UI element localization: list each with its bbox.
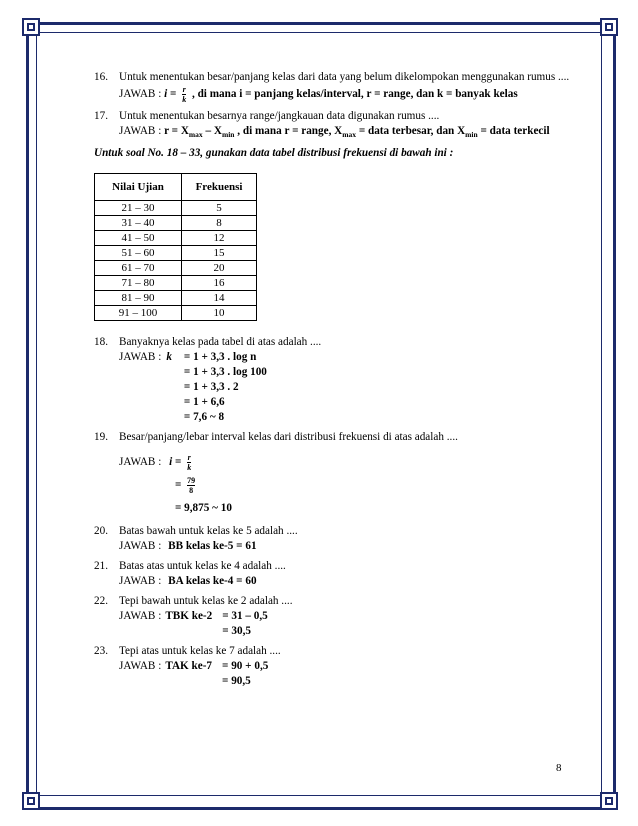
calc-line: = 1 + 3,3 . log n — [183, 351, 257, 364]
question-text: Besar/panjang/lebar interval kelas dari distribusi frekuensi di atas adalah .... — [119, 431, 458, 444]
page-number: 8 — [556, 762, 562, 774]
table-header: Frekuensi — [182, 174, 257, 201]
question-number: 16. — [94, 71, 108, 83]
calc-line: = 1 + 3,3 . 2 — [183, 381, 239, 394]
question-number: 21. — [94, 560, 108, 573]
calc-line: = 7,6 ~ 8 — [183, 411, 225, 424]
table-row: 61 – 70 20 — [95, 261, 257, 276]
corner-ornament-top-left — [22, 18, 40, 36]
question-22 — [94, 594, 570, 639]
table-row: 81 – 90 14 — [95, 291, 257, 306]
question-number: 22. — [94, 595, 108, 608]
question-number: 17. — [94, 110, 108, 122]
table-row: 41 – 50 12 — [95, 231, 257, 246]
fraction: $\frac{79}{8}$ — [187, 476, 196, 496]
calc-result: = 9,875 ~ 10 — [175, 502, 232, 515]
calc-line: = 90,5 — [222, 675, 251, 688]
corner-ornament-top-right — [600, 18, 618, 36]
table-header: Nilai Ujian — [95, 174, 182, 201]
question-18 — [94, 335, 570, 425]
fraction: $\frac{r}{k}$ — [182, 85, 187, 104]
frequency-table — [94, 173, 257, 321]
question-text: Batas atas untuk kelas ke 4 adalah .... — [119, 560, 286, 573]
question-text: Banyaknya kelas pada tabel di atas adalah .... — [119, 336, 322, 349]
table-row: 71 – 80 16 — [95, 276, 257, 291]
table-row: 31 – 40 8 — [95, 216, 257, 231]
question-19: 19. Besar/panjang/lebar interval kelas dari distribusi frekuensi di atas adalah .... JAWAB : i = $\frac{r}{k}$ = $\frac{79}{8}$ = 9,875 ~ 10 — [94, 430, 570, 516]
table-row: 21 – 30 5 — [95, 201, 257, 216]
answer: JAWAB : $r = X_{max} - X_{min}$ , di mana r = range, $X_{max}$ = data terbesar, dan $X_{min}$ = data terkecil — [119, 125, 550, 140]
answer: JAWAB : BB kelas ke-5 = 61 — [119, 540, 257, 553]
answer: JAWAB : TAK ke-7 = 90 + 0,5 = 90,5 — [119, 660, 269, 688]
corner-ornament-bottom-left — [22, 792, 40, 810]
question-17 — [94, 109, 570, 142]
answer: JAWAB : i = $\frac{r}{k}$ , di mana i = panjang kelas/interval, r = range, dan k = banyak kelas — [119, 85, 518, 104]
answer: JAWAB : TBK ke-2 = 31 – 0,5 = 30,5 — [119, 610, 268, 638]
question-text: Untuk menentukan besarnya range/jangkauan data digunakan rumus .... — [119, 110, 440, 122]
answer: JAWAB : BA kelas ke-4 = 60 — [119, 575, 257, 588]
table-row: 51 – 60 15 — [95, 246, 257, 261]
question-number: 23. — [94, 645, 108, 658]
corner-ornament-bottom-right — [600, 792, 618, 810]
question-23 — [94, 644, 570, 689]
question-20 — [94, 524, 570, 554]
question-text: Batas bawah untuk kelas ke 5 adalah .... — [119, 525, 298, 538]
calc-line: = 1 + 3,3 . log 100 — [183, 366, 267, 379]
question-21 — [94, 559, 570, 589]
question-number: 19. — [94, 431, 108, 444]
fraction: $\frac{r}{k}$ — [187, 453, 192, 473]
answer: JAWAB : i = $\frac{r}{k}$ — [119, 453, 192, 473]
section-title: Untuk soal No. 18 – 33, gunakan data tabel distribusi frekuensi di bawah ini : — [94, 147, 454, 160]
page-content — [94, 70, 570, 694]
question-16 — [94, 70, 570, 104]
question-number: 18. — [94, 336, 108, 349]
table-row: 91 – 100 10 — [95, 306, 257, 321]
calc-line: = 90 + 0,5 — [222, 660, 269, 673]
question-text: Tepi atas untuk kelas ke 7 adalah .... — [119, 645, 281, 658]
answer: JAWAB : k = 1 + 3,3 . log n = 1 + 3,3 . log 100 = 1 + 3,3 . 2 = 1 + 6,6 = 7,6 ~ 8 — [119, 351, 267, 424]
question-text: Untuk menentukan besar/panjang kelas dari data yang belum dikelompokan menggunakan rumus .... — [119, 71, 570, 83]
calc-line: = 1 + 6,6 — [183, 396, 225, 409]
question-text: Tepi bawah untuk kelas ke 2 adalah .... — [119, 595, 293, 608]
calc-line: = 31 – 0,5 — [222, 610, 268, 623]
calc-line: = 30,5 — [222, 625, 251, 638]
question-number: 20. — [94, 525, 108, 538]
